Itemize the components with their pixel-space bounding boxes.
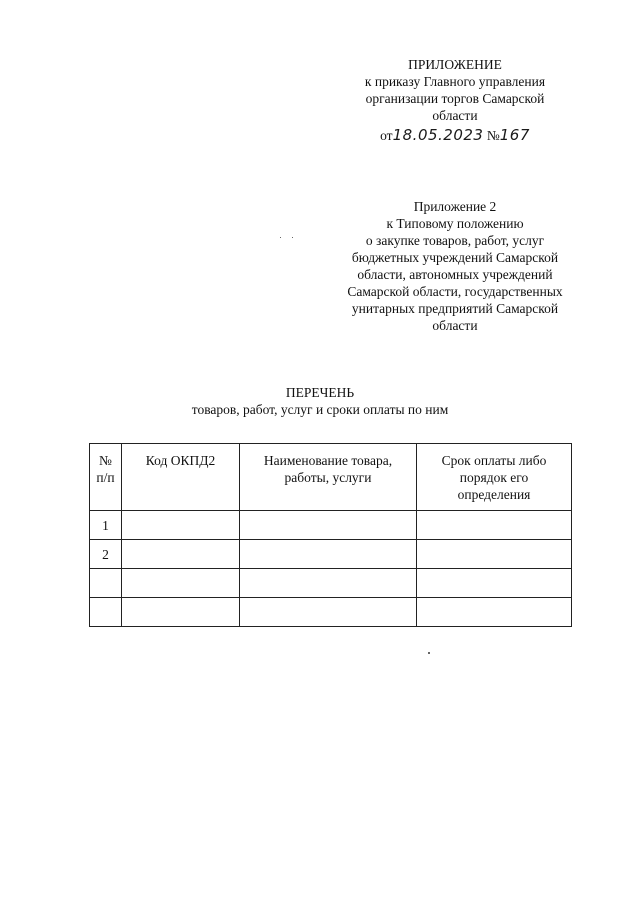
table-row <box>90 540 572 569</box>
appendix-order-line-2: организации торгов Самарской <box>365 91 545 106</box>
header-term-line-3: определения <box>457 487 531 502</box>
header-name-line-2: работы, услуги <box>284 470 372 485</box>
list-subtitle: товаров, работ, услуг и сроки оплаты по ним <box>191 402 449 417</box>
number-handwritten: 167 <box>499 126 530 144</box>
row-code-cell <box>122 540 240 569</box>
header-name <box>240 444 417 511</box>
table-header-row <box>90 444 572 511</box>
goods-list-table <box>89 443 572 627</box>
header-num-sign: № <box>99 453 112 468</box>
row-code-cell <box>122 598 240 627</box>
scan-speck <box>280 237 281 238</box>
typical-regulation-line-2: о закупке товаров, работ, услуг <box>365 233 545 248</box>
typical-regulation-title: Приложение 2 <box>413 199 497 214</box>
table-row <box>90 569 572 598</box>
typical-regulation-line-5: Самарской области, государственных <box>347 284 563 299</box>
header-code-label: Код ОКПД2 <box>145 453 216 468</box>
row-name-cell <box>240 598 417 627</box>
appendix-date-line <box>330 127 580 144</box>
table-row <box>90 511 572 540</box>
row-term-cell <box>417 540 572 569</box>
row-name-cell <box>240 540 417 569</box>
typical-regulation-line-6: унитарных предприятий Самарской <box>351 301 559 316</box>
scan-speck <box>292 237 293 238</box>
row-name-cell <box>240 569 417 598</box>
appendix-order-line-1: к приказу Главного управления <box>364 74 546 89</box>
row-term-cell <box>417 511 572 540</box>
number-sign: № <box>486 128 500 143</box>
header-num-abbr: п/п <box>96 470 115 485</box>
row-num-cell: 2 <box>90 540 122 569</box>
header-name-line-1: Наименование товара, <box>263 453 393 468</box>
header-term <box>417 444 572 511</box>
row-num-cell <box>90 598 122 627</box>
row-name-cell <box>240 511 417 540</box>
list-title: ПЕРЕЧЕНЬ <box>285 385 355 400</box>
header-term-line-1: Срок оплаты либо <box>441 453 547 468</box>
appendix-title: ПРИЛОЖЕНИЕ <box>408 57 502 72</box>
typical-regulation-line-3: бюджетных учреждений Самарской <box>351 250 559 265</box>
header-code <box>122 444 240 511</box>
scan-speck <box>428 652 430 654</box>
row-code-cell <box>122 511 240 540</box>
list-title-block <box>160 384 480 418</box>
date-field <box>393 128 484 143</box>
row-term-cell <box>417 598 572 627</box>
table-row <box>90 598 572 627</box>
date-prefix: от <box>380 128 393 143</box>
row-term-cell <box>417 569 572 598</box>
row-code-cell <box>122 569 240 598</box>
typical-regulation-header <box>320 198 590 334</box>
row-num-cell: 1 <box>90 511 122 540</box>
appendix-order-line-3: области <box>432 108 478 123</box>
typical-regulation-line-1: к Типовому положению <box>386 216 524 231</box>
header-num <box>90 444 122 511</box>
date-handwritten: 18.05.2023 <box>392 126 484 144</box>
appendix-header <box>330 56 580 144</box>
header-term-line-2: порядок его <box>459 470 529 485</box>
number-field <box>500 128 530 143</box>
row-num-cell <box>90 569 122 598</box>
typical-regulation-line-4: области, автономных учреждений <box>357 267 553 282</box>
typical-regulation-line-7: области <box>432 318 478 333</box>
